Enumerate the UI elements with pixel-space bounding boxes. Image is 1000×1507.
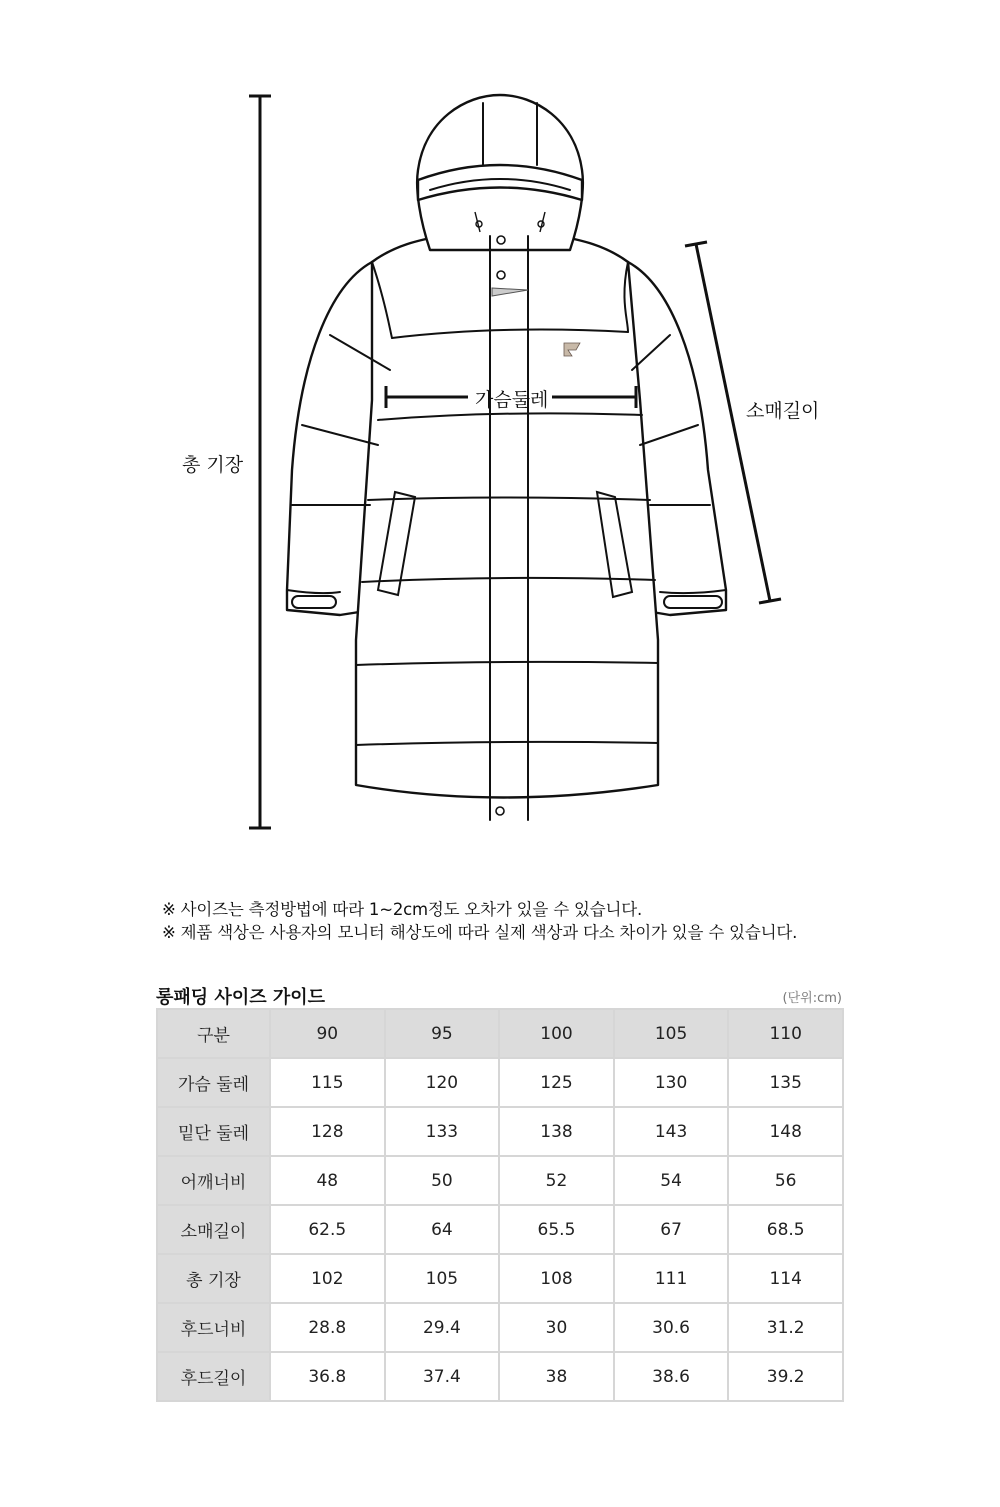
table-cell: 105 [385,1254,500,1303]
header-cell: 95 [385,1009,500,1058]
table-cell: 148 [728,1107,843,1156]
table-row [157,1352,843,1401]
table-cell: 143 [614,1107,729,1156]
table-cell: 37.4 [385,1352,500,1401]
table-row [157,1156,843,1205]
unit-label: (단위:cm) [782,991,842,1006]
table-cell: 50 [385,1156,500,1205]
table-cell: 133 [385,1107,500,1156]
note-line: ※ 사이즈는 측정방법에 따라 1~2cm정도 오차가 있을 수 있습니다. [162,900,642,919]
row-label: 후드길이 [157,1352,270,1401]
table-cell: 108 [499,1254,614,1303]
table-title: 롱패딩 사이즈 가이드 [156,987,326,1008]
sleeve-label: 소매길이 [746,400,820,422]
table-cell: 56 [728,1156,843,1205]
table-cell: 114 [728,1254,843,1303]
table-cell: 125 [499,1058,614,1107]
table-cell: 36.8 [270,1352,385,1401]
table-header-row [157,1009,843,1058]
table-cell: 48 [270,1156,385,1205]
table-cell: 52 [499,1156,614,1205]
table-cell: 130 [614,1058,729,1107]
total-length-marker [249,96,271,828]
table-cell: 68.5 [728,1205,843,1254]
table-cell: 102 [270,1254,385,1303]
table-row [157,1205,843,1254]
table-cell: 111 [614,1254,729,1303]
row-label: 총 기장 [157,1254,270,1303]
table-row [157,1058,843,1107]
table-cell: 29.4 [385,1303,500,1352]
row-label: 후드너비 [157,1303,270,1352]
header-cell: 90 [270,1009,385,1058]
row-label: 어깨너비 [157,1156,270,1205]
size-notes [162,898,797,944]
table-cell: 30.6 [614,1303,729,1352]
coat-body [356,236,658,798]
table-cell: 138 [499,1107,614,1156]
table-cell: 128 [270,1107,385,1156]
table-cell: 64 [385,1205,500,1254]
row-label: 밑단 둘레 [157,1107,270,1156]
table-cell: 120 [385,1058,500,1107]
table-cell: 38.6 [614,1352,729,1401]
table-row [157,1107,843,1156]
row-label: 가슴 둘레 [157,1058,270,1107]
table-cell: 62.5 [270,1205,385,1254]
total-length-label: 총 기장 [182,454,244,476]
header-cell: 110 [728,1009,843,1058]
table-cell: 67 [614,1205,729,1254]
table-cell: 135 [728,1058,843,1107]
table-cell: 38 [499,1352,614,1401]
header-cell: 105 [614,1009,729,1058]
note-line: ※ 제품 색상은 사용자의 모니터 해상도에 따라 실제 색상과 다소 차이가 있을 수 있습니다. [162,923,798,942]
table-cell: 28.8 [270,1303,385,1352]
size-table [156,1008,844,1402]
row-label: 소매길이 [157,1205,270,1254]
chest-label: 가슴둘레 [475,389,549,411]
header-cell: 구분 [157,1009,270,1058]
table-cell: 39.2 [728,1352,843,1401]
table-cell: 54 [614,1156,729,1205]
table-cell: 30 [499,1303,614,1352]
table-cell: 115 [270,1058,385,1107]
header-cell: 100 [499,1009,614,1058]
table-row [157,1254,843,1303]
table-cell: 65.5 [499,1205,614,1254]
table-cell: 31.2 [728,1303,843,1352]
table-row [157,1303,843,1352]
